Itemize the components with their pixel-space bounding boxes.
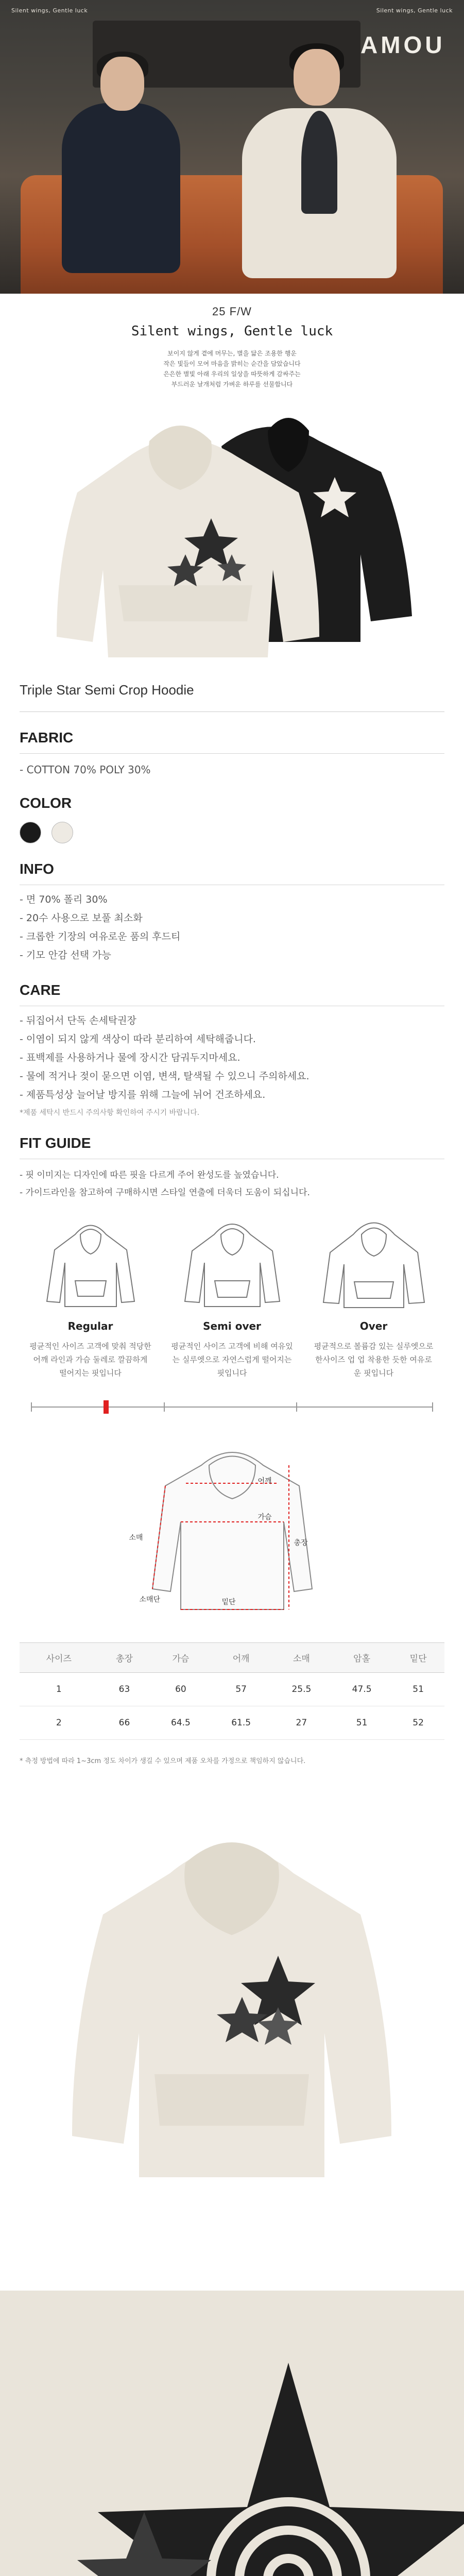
size-cell: 64.5: [150, 1706, 211, 1740]
care-item: - 물에 적거나 젖이 묻으면 이염, 변색, 탈색될 수 있으니 주의하세요.: [20, 1071, 310, 1082]
table-row: [20, 1706, 444, 1740]
info-section: [0, 861, 464, 964]
star-print-closeup: [0, 2291, 464, 2576]
size-table: [20, 1642, 444, 1740]
care-item: - 이염이 되지 않게 색상이 따라 분리하여 세탁해줍니다.: [20, 1033, 256, 1045]
fabric-text: - COTTON 70% POLY 30%: [20, 764, 151, 776]
info-item: - 크롭한 기장의 여유로운 품의 후드티: [20, 931, 181, 942]
size-cell: 52: [392, 1706, 444, 1740]
fit-options: [20, 1214, 444, 1380]
fabric-heading: FABRIC: [20, 730, 74, 745]
size-label-chest: 가슴: [257, 1513, 272, 1521]
care-note: *제품 세탁시 반드시 주의사항 확인하여 주시기 바랍니다.: [20, 1109, 200, 1117]
size-cell: 47.5: [332, 1673, 392, 1706]
hoodie-pair-illustration: [0, 400, 464, 668]
fit-option-regular: [29, 1214, 152, 1380]
fit-scale-line: [31, 1406, 433, 1408]
size-label-length: 총장: [294, 1539, 308, 1547]
intro-line: 부드러운 날개처럼 가벼운 하루를 선물합니다: [171, 381, 293, 388]
info-item: - 면 70% 폴리 30%: [20, 894, 108, 905]
fit-text-1: - 핏 이미지는 디자인에 따른 핏을 다르게 주어 완성도를 높였습니다.: [20, 1170, 279, 1180]
product-image-detail: [0, 2291, 464, 2576]
size-cell: 1: [20, 1673, 98, 1706]
color-swatches: [20, 822, 444, 843]
season-label: 25 F/W: [212, 305, 252, 318]
fit-scale-marker: [104, 1400, 109, 1414]
hero-caption-left: Silent wings, Gentle luck: [11, 7, 88, 14]
model-right-shirt: [301, 111, 337, 214]
semi-over-fit-icon: [181, 1214, 284, 1312]
fit-option-over: [312, 1214, 436, 1380]
color-swatch-oatmeal[interactable]: [51, 822, 73, 843]
fit-guide-section: [0, 1135, 464, 1765]
size-cell: 2: [20, 1706, 98, 1740]
fit-scale-tick: [296, 1402, 297, 1412]
care-section: [0, 982, 464, 1117]
fit-scale-tick: [31, 1402, 32, 1412]
fit-label: Over: [359, 1320, 388, 1332]
fit-heading: FIT GUIDE: [20, 1135, 91, 1151]
intro-line: 보이지 않게 곁에 머무는, 별을 닮은 조용한 행운: [167, 350, 297, 357]
size-col-header: 암홀: [332, 1643, 392, 1673]
fit-text-2: - 가이드라인을 참고하여 구매하시면 스타일 연출에 더욱더 도움이 되십니다.: [20, 1188, 310, 1198]
size-cell: 51: [392, 1673, 444, 1706]
hero-caption-right: Silent wings, Gentle luck: [376, 7, 453, 14]
model-left-head: [100, 57, 144, 111]
intro-line: 은은한 별빛 아래 우리의 일상을 따뜻하게 감싸주는: [163, 370, 301, 378]
color-section: [0, 795, 464, 843]
fit-desc: 평균적으로 볼륨감 있는 실루엣으로 한사이즈 업 업 착용한 듯한 여유로운 핏입니다: [314, 1342, 434, 1378]
size-note: * 측정 방법에 따라 1~3cm 정도 차이가 생길 수 있으며 제품 오차를 가정으로 책임하지 않습니다.: [20, 1757, 306, 1765]
size-diagram: [129, 1434, 335, 1630]
product-image-front: [0, 1827, 464, 2188]
size-col-header: 어깨: [211, 1643, 271, 1673]
size-cell: 27: [271, 1706, 332, 1740]
fabric-section: [0, 730, 464, 777]
color-swatch-black[interactable]: [20, 822, 41, 843]
over-fit-icon: [322, 1214, 425, 1312]
fit-desc: 평균적인 사이즈 고객에 맞춰 적당한 어깨 라인과 가슴 둘레로 깔끔하게 떨어지는 핏입니다: [29, 1342, 151, 1378]
hero-image: [0, 0, 464, 294]
divider: [20, 711, 444, 712]
section-line: [20, 753, 444, 754]
product-image-pair: [0, 400, 464, 668]
size-label-shoulder: 어깨: [257, 1477, 272, 1485]
tagline: Silent wings, Gentle luck: [131, 324, 333, 339]
color-heading: COLOR: [20, 795, 72, 811]
hoodie-front-illustration: [0, 1827, 464, 2188]
fit-scale: [31, 1400, 433, 1414]
size-cell: 51: [332, 1706, 392, 1740]
size-cell: 25.5: [271, 1673, 332, 1706]
care-list: [20, 1011, 444, 1104]
size-col-header: 소매: [271, 1643, 332, 1673]
info-heading: INFO: [20, 861, 54, 877]
size-table-header: [20, 1643, 444, 1673]
intro-text: [0, 348, 464, 389]
product-title: Triple Star Semi Crop Hoodie: [20, 682, 194, 698]
model-left-body: [62, 103, 180, 273]
size-cell: 57: [211, 1673, 271, 1706]
care-item: - 표백제를 사용하거나 물에 장시간 담궈두지마세요.: [20, 1052, 240, 1063]
table-row: [20, 1673, 444, 1706]
size-col-header: 총장: [98, 1643, 151, 1673]
fit-option-semi-over: [170, 1214, 294, 1380]
care-item: - 제품특성상 늘어날 방지를 위해 그늘에 뉘어 건조하세요.: [20, 1089, 266, 1100]
fit-label: Regular: [67, 1320, 113, 1332]
size-cell: 66: [98, 1706, 151, 1740]
care-heading: CARE: [20, 982, 61, 998]
intro-line: 작은 빛들이 모여 마음을 밝히는 순간을 담았습니다: [163, 360, 301, 367]
fit-scale-tick: [164, 1402, 165, 1412]
hero-sign-text: AMOU: [360, 31, 445, 58]
regular-fit-icon: [39, 1214, 142, 1312]
info-item: - 20수 사용으로 보풀 최소화: [20, 912, 143, 924]
fit-label: Semi over: [203, 1320, 261, 1332]
intro: [0, 294, 464, 389]
fit-scale-tick: [432, 1402, 433, 1412]
size-cell: 63: [98, 1673, 151, 1706]
size-label-hem: 밑단: [221, 1598, 236, 1606]
size-col-header: 가슴: [150, 1643, 211, 1673]
care-item: - 뒤집어서 단독 손세탁권장: [20, 1015, 136, 1026]
model-right-head: [294, 49, 340, 106]
size-cell: 60: [150, 1673, 211, 1706]
size-label-cuff: 소매단: [139, 1596, 161, 1604]
size-cell: 61.5: [211, 1706, 271, 1740]
size-col-header: 사이즈: [20, 1643, 98, 1673]
info-item: - 기모 안감 선택 가능: [20, 950, 111, 961]
size-label-sleeve: 소매: [129, 1534, 143, 1542]
size-col-header: 밑단: [392, 1643, 444, 1673]
info-list: [20, 890, 444, 964]
fit-desc: 평균적인 사이즈 고객에 비해 여유있는 실루엣으로 자연스럽게 떨어지는 핏입니다: [171, 1342, 293, 1378]
